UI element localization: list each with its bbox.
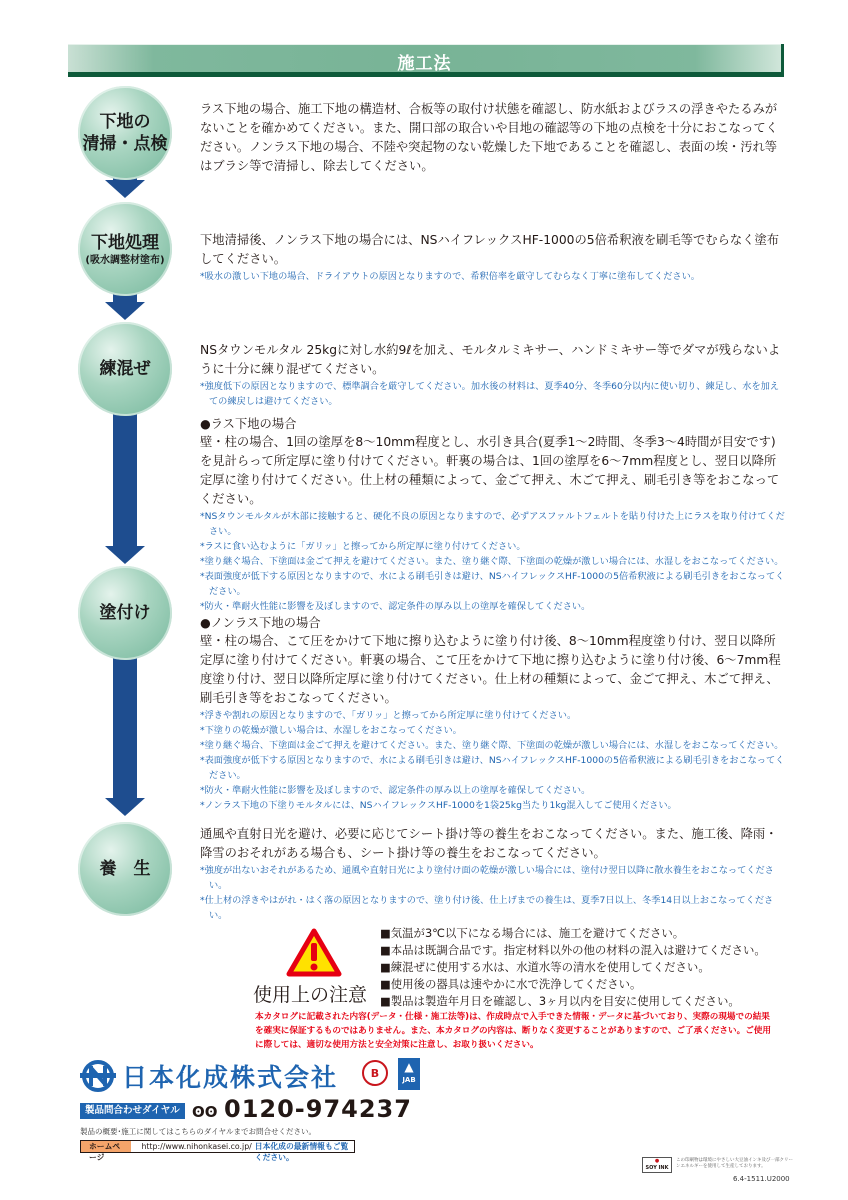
soy-ink-label: SOY INK [645, 1165, 669, 1171]
flow-arrow-down-icon [105, 180, 145, 198]
flow-arrow-down-icon [105, 302, 145, 320]
homepage-box [80, 1140, 355, 1162]
step-note: *下塗りの乾燥が激しい場合は、水湿しをおこなってください。 [200, 725, 462, 736]
step-main-text: ラス下地の場合、施工下地の構造材、合板等の取付け状態を確認し、防水紙およびラスの浮きやたるみがないことを確かめてください。また、開口部の取合いや目地の確認等の下地の点検を十分におこなってください。ノンラス下地の場合、不陸や突起物のない乾燥した下地であることを確認し、表面の埃・汚れ等はブラシ等で清掃し、除去してください。 [200, 102, 778, 173]
caution-list [380, 925, 766, 1010]
step-circle-substrate-treatment [78, 202, 172, 296]
step-4-text [200, 415, 785, 813]
jab-label: JAB [402, 1076, 416, 1084]
certification-badge-icon: B [362, 1060, 388, 1086]
company-name: 日本化成株式会社 [122, 1063, 339, 1092]
section-title: 施工法 [397, 54, 452, 74]
step-3-text [200, 341, 785, 409]
step-main-text: NSタウンモルタル 25kgに対し水約9ℓを加え、モルタルミキサー、ハンドミキサー等でダマが残らないように十分に練り混ぜてください。 [200, 343, 781, 376]
soy-ink-logo-icon: ● SOY INK [642, 1157, 672, 1173]
caution-title: 使用上の注意 [253, 984, 368, 1006]
step-label: 下地の [99, 112, 151, 132]
step-note: *吸水の激しい下地の場合、ドライアウトの原因となりますので、希釈倍率を厳守してむらなく丁寧に塗布してください。 [200, 271, 700, 282]
step-note: *表面強度が低下する原因となりますので、水による刷毛引きは避け、NSハイフレックスHF-1000の5倍希釈液による刷毛引きをおこなってください。 [200, 571, 785, 597]
company-logo-mark-icon [80, 1060, 116, 1092]
step-note: *ノンラス下地の下塗りモルタルには、NSハイフレックスHF-1000を1袋25kg当たり1kg混入してご使用ください。 [200, 800, 677, 811]
lath-substrate-heading: ●ラス下地の場合 [200, 417, 297, 431]
non-lath-substrate-heading: ●ノンラス下地の場合 [200, 616, 321, 630]
step-note: *防火・準耐火性能に影響を及ぼしますので、認定条件の厚み以上の塗厚を確保してください。 [200, 785, 591, 796]
caution-item: ■ 本品は既調合品です。指定材料以外の他の材料の混入は避けてください。 [380, 942, 766, 959]
caution-item: ■ 製品は製造年月日を確認し、3ヶ月以内を目安に使用してください。 [380, 993, 766, 1010]
step-circle-application [78, 566, 172, 660]
step-note: *強度低下の原因となりますので、標準調合を厳守してください。加水後の材料は、夏季40分、冬季60分以内に使い切り、練足し、水を加えての練戻しは避けてください。 [200, 381, 780, 407]
phone-number[interactable]: 0120-974237 [224, 1095, 412, 1123]
section-header [68, 44, 784, 77]
homepage-label: ホームページ [81, 1141, 131, 1152]
step-note: *NSタウンモルタルが木部に接触すると、硬化不良の原因となりますので、必ずアスファルトフェルトを貼り付けた上にラスを取り付けてください。 [200, 511, 785, 537]
homepage-message: 日本化成の最新情報もご覧ください。 [254, 1142, 349, 1162]
step-note: *塗り継ぐ場合、下塗面は金ごて押えを避けてください。また、塗り継ぐ際、下塗面の乾燥が激しい場合には、水湿しをおこなってください。 [200, 740, 784, 751]
dial-note: 製品の概要･施工に関してはこちらのダイヤルまでお問合せください。 [80, 1127, 317, 1136]
step-main-text: 下地清掃後、ノンラス下地の場合には、NSハイフレックスHF-1000の5倍希釈液を刷毛等でむらなく塗布してください。 [200, 233, 780, 266]
step-note: *強度が出ないおそれがあるため、通風や直射日光により塗付け面の乾燥が激しい場合には、塗付け翌日以降に散水養生をおこなってください。 [200, 865, 774, 891]
step-note: *仕上材の浮きやはがれ・はく落の原因となりますので、塗り付け後、仕上げまでの養生は、夏季7日以上、冬季14日以上おこなってください。 [200, 895, 774, 921]
step-label: 養 生 [99, 859, 151, 879]
step-main-text: 壁・柱の場合、1回の塗厚を8～10mm程度とし、水引き具合(夏季1～2時間、冬季3～4時間が目安です)を見計らって所定厚に塗り付けてください。軒裏の場合は、1回の塗厚を6～7mm程度とし、翌日以降所定厚に塗り付けてください。仕上材の種類によって、金ごて押え、木ごて押え、刷毛引き等をおこなってください。 [200, 435, 780, 506]
product-inquiry-dial-label: 製品問合わせダイヤル [80, 1103, 185, 1119]
step-label: 塗付け [99, 603, 151, 623]
step-main-text: 壁・柱の場合、こて圧をかけて下地に擦り込むように塗り付け後、8～10mm程度塗り付け、翌日以降所定厚に塗り付けてください。軒裏の場合、こて圧をかけて下地に擦り込むように塗り付け後、6～7mm程度塗り付け、翌日以降所定厚に塗り付けてください。仕上材の種類によって、金ごて押え、木ごて押え、刷毛引き等をおこなってください。 [200, 634, 781, 705]
catalog-code: 6.4-1511.U2000 [733, 1175, 790, 1183]
step-note: *ラスに食い込むように「ガリッ」と擦ってから所定厚に塗り付けてください。 [200, 541, 526, 552]
step-circle-substrate-check [78, 86, 172, 180]
step-circle-mixing [78, 322, 172, 416]
step-2-text [200, 231, 785, 284]
step-sub-label: (吸水調整材塗布) [85, 254, 165, 266]
company-logo [80, 1060, 338, 1092]
step-1-text [200, 100, 785, 176]
freedial-icon: ʘʘ [192, 1103, 218, 1121]
caution-item: ■ 練混ぜに使用する水は、水道水等の清水を使用してください。 [380, 959, 766, 976]
homepage-link[interactable]: http://www.nihonkasei.co.jp/ [141, 1142, 252, 1151]
step-note: *防火・準耐火性能に影響を及ぼしますので、認定条件の厚み以上の塗厚を確保してください。 [200, 601, 591, 612]
soy-ink-note: この印刷物は環境にやさしい大豆油インキ及び一部クリーンエネルギーを使用して生産しております。 [676, 1158, 793, 1169]
flow-arrow-down-icon [105, 546, 145, 564]
flow-arrow-down-icon [105, 798, 145, 816]
flow-arrow-shaft [113, 652, 137, 800]
step-main-text: 通風や直射日光を避け、必要に応じてシート掛け等の養生をおこなってください。また、施工後、降雨・降雪のおそれがある場合も、シート掛け等の養生をおこなってください。 [200, 827, 778, 860]
warning-triangle-icon [286, 928, 342, 978]
step-5-text [200, 825, 785, 923]
disclaimer-text: 本カタログに記載された内容(データ・仕様・施工法等)は、作成時点で入手できた情報・データに基づいており、実際の現場での結果を確実に保証するものではありません。また、本カタログの内容は、断りなく変更することがありますので、ご了承ください。ご使用に際しては、適切な使用方法と安全対策に注意し、お取り扱いください。 [255, 1012, 771, 1050]
step-note: *浮きや割れの原因となりますので、「ガリッ」と擦ってから所定厚に塗り付けてください。 [200, 710, 577, 721]
step-label: 清掃・点検 [82, 134, 168, 154]
step-label: 下地処理 [91, 232, 159, 253]
flow-arrow-shaft [113, 410, 137, 548]
jab-accreditation-icon: ▲ JAB [398, 1058, 420, 1090]
caution-item: ■ 使用後の器具は速やかに水で洗浄してください。 [380, 976, 766, 993]
step-note: *表面強度が低下する原因となりますので、水による刷毛引きは避け、NSハイフレックスHF-1000の5倍希釈液による刷毛引きをおこなってください。 [200, 755, 785, 781]
step-circle-curing [78, 822, 172, 916]
step-label: 練混ぜ [99, 359, 151, 379]
step-note: *塗り継ぐ場合、下塗面は金ごて押えを避けてください。また、塗り継ぐ際、下塗面の乾燥が激しい場合には、水湿しをおこなってください。 [200, 556, 784, 567]
caution-item: ■ 気温が3℃以下になる場合には、施工を避けてください。 [380, 925, 766, 942]
